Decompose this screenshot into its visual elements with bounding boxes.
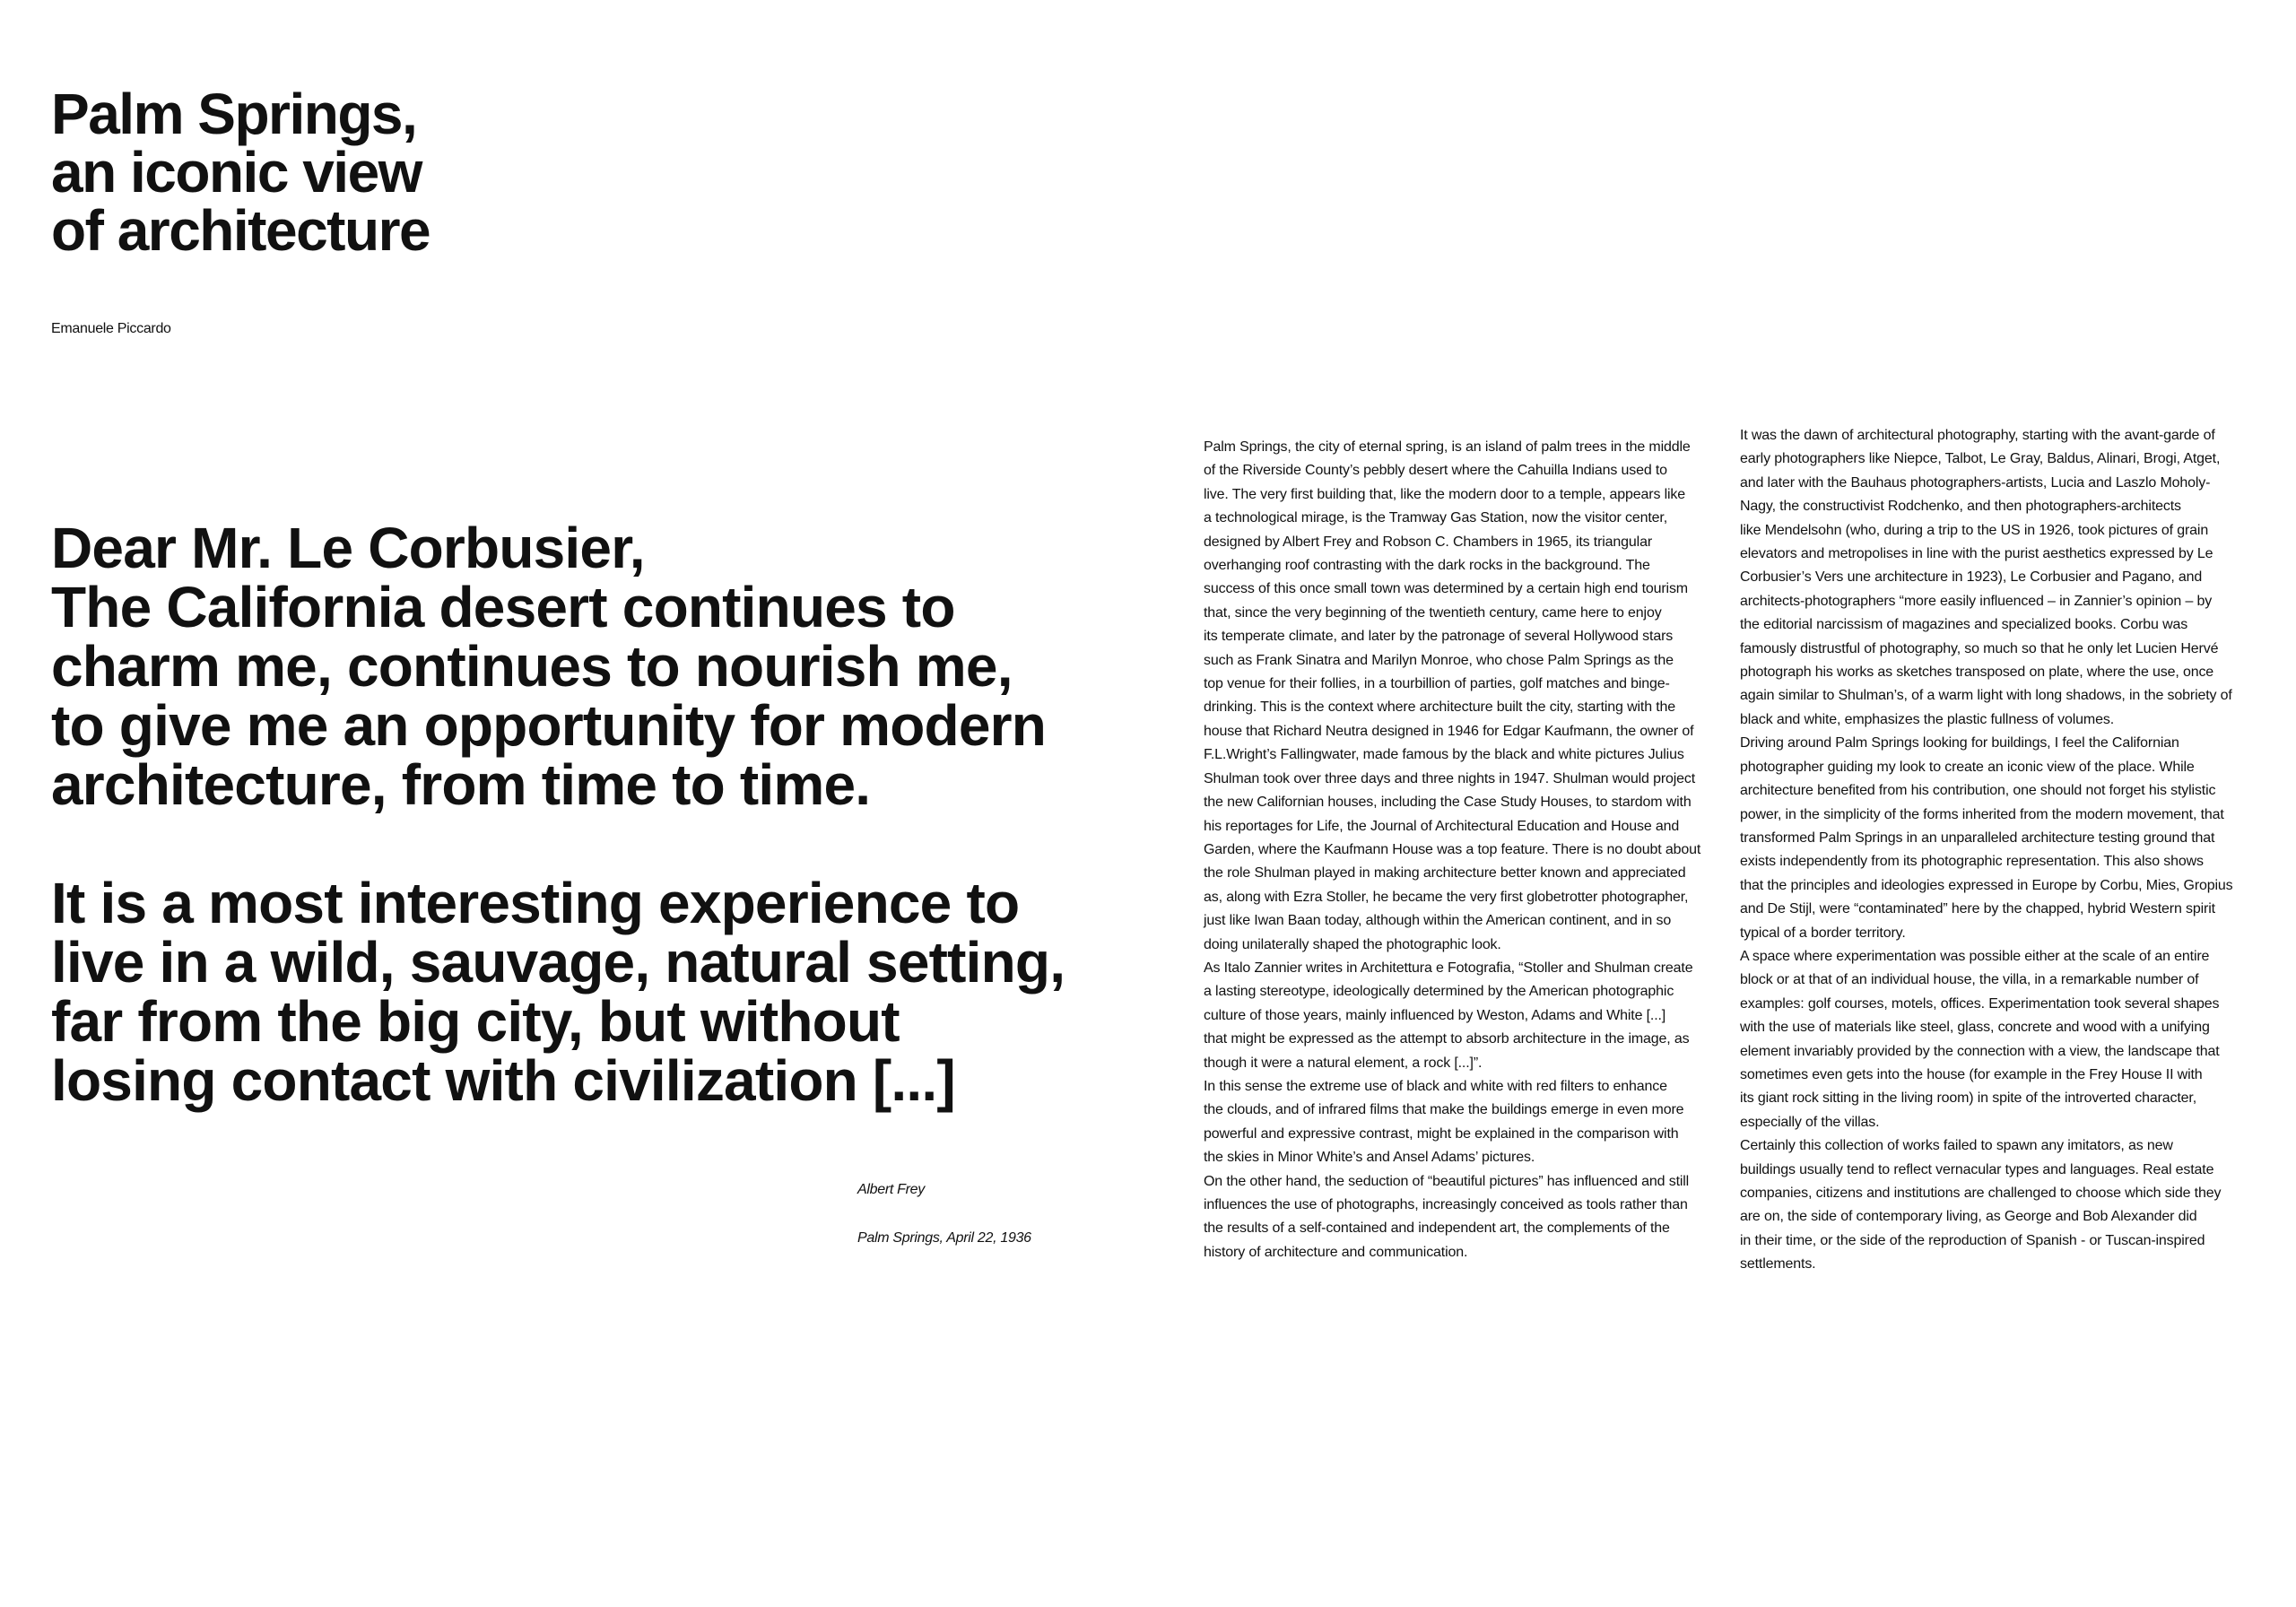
body-text-line: early photographers like Niepce, Talbot, Le Gray, Baldus, Alinari, Brogi, Atget, xyxy=(1740,451,2221,467)
body-text-line: in their time, or the side of the reproduction of Spanish - or Tuscan-inspired xyxy=(1740,1232,2205,1248)
body-text-line: black and white, emphasizes the plastic fullness of volumes. xyxy=(1740,711,2114,727)
body-text-line: culture of those years, mainly influenced by Weston, Adams and White [...] xyxy=(1204,1007,1666,1023)
body-text-line: top venue for their follies, in a tourbillion of parties, golf matches and binge- xyxy=(1204,676,1670,692)
body-text-line: such as Frank Sinatra and Marilyn Monroe, who chose Palm Springs as the xyxy=(1204,652,1674,668)
body-text-line: and later with the Bauhaus photographers-artists, Lucia and Laszlo Moholy- xyxy=(1740,474,2211,491)
body-text-line: Nagy, the constructivist Rodchenko, and then photographers-architects xyxy=(1740,499,2181,515)
quote-signature-name: Albert Frey xyxy=(857,1182,925,1197)
body-text-line: like Mendelsohn (who, during a trip to the US in 1926, took pictures of grain xyxy=(1740,522,2209,538)
body-text-line: his reportages for Life, the Journal of Architectural Education and House and xyxy=(1204,818,1680,834)
author-name: Emanuele Piccardo xyxy=(51,321,171,336)
body-text-line: live. The very first building that, like the modern door to a temple, appears like xyxy=(1204,486,1686,502)
body-text-line: the new Californian houses, including the Case Study Houses, to stardom with xyxy=(1204,795,1692,811)
body-text-line: are on, the side of contemporary living, as George and Bob Alexander did xyxy=(1740,1209,2197,1225)
body-text-line: the results of a self-contained and independent art, the complements of the xyxy=(1204,1220,1670,1237)
quote-paragraph-1 xyxy=(51,516,1181,817)
body-text-line: As Italo Zannier writes in Architettura e Fotografia, “Stoller and Shulman create xyxy=(1204,960,1693,976)
body-text-line: just like Iwan Baan today, although within the American continent, and in so xyxy=(1204,913,1672,929)
body-text-line: Corbusier’s Vers une architecture in 1923), Le Corbusier and Pagano, and xyxy=(1740,569,2203,586)
body-text-line: architects-photographers “more easily influenced – in Zannier’s opinion – by xyxy=(1740,593,2213,609)
body-text-line: typical of a border territory. xyxy=(1740,925,1906,941)
body-text-line: buildings usually tend to reflect vernacular types and languages. Real estate xyxy=(1740,1161,2214,1177)
body-text-line: Garden, where the Kaufmann House was a top feature. There is no doubt about xyxy=(1204,841,1701,857)
body-text-line: In this sense the extreme use of black and white with red filters to enhance xyxy=(1204,1078,1667,1094)
body-text-line: a technological mirage, is the Tramway Gas Station, now the visitor center, xyxy=(1204,510,1668,526)
body-text-line: photograph his works as sketches transposed on plate, where the use, once xyxy=(1740,665,2214,681)
body-text-line: powerful and expressive contrast, might be explained in the comparison with xyxy=(1204,1125,1679,1142)
body-text-line: influences the use of photographs, increasingly conceived as tools rather than xyxy=(1204,1197,1688,1212)
body-text-line: that the principles and ideologies expressed in Europe by Corbu, Mies, Gropius xyxy=(1740,877,2233,893)
quote-line: to give me an opportunity for modern xyxy=(51,693,1047,758)
quote-line: losing contact with civilization [...] xyxy=(51,1048,955,1113)
body-text-line: examples: golf courses, motels, offices. Experimentation took several shapes xyxy=(1740,995,2220,1012)
body-text-line: that might be expressed as the attempt to absorb architecture in the image, as xyxy=(1204,1031,1690,1047)
quote-line: It is a most interesting experience to xyxy=(51,871,1020,935)
body-text-line: drinking. This is the context where architecture built the city, starting with the xyxy=(1204,699,1676,716)
body-text-line: element invariably provided by the connection with a view, the landscape that xyxy=(1740,1043,2220,1059)
body-text-line: power, in the simplicity of the forms inherited from the modern movement, that xyxy=(1740,806,2224,822)
body-text-line: its temperate climate, and later by the patronage of several Hollywood stars xyxy=(1204,629,1674,645)
quote-line: charm me, continues to nourish me, xyxy=(51,634,1013,699)
quote-line: The California desert continues to xyxy=(51,575,955,639)
title-line: of architecture xyxy=(51,197,430,263)
title-line: Palm Springs, xyxy=(51,81,417,146)
body-text-line: overhanging roof contrasting with the dark rocks in the background. The xyxy=(1204,558,1650,574)
body-text-line: F.L.Wright’s Fallingwater, made famous by the black and white pictures Julius xyxy=(1204,747,1684,763)
body-text-line: famously distrustful of photography, so much so that he only let Lucien Hervé xyxy=(1740,640,2219,656)
body-text-line: On the other hand, the seduction of “beautiful pictures” has influenced and still xyxy=(1204,1173,1690,1189)
body-text-line: the editorial narcissism of magazines and specialized books. Corbu was xyxy=(1740,617,2188,633)
body-text-line: Palm Springs, the city of eternal spring, is an island of palm trees in the middle xyxy=(1204,439,1691,455)
body-text-line: Shulman took over three days and three nights in 1947. Shulman would project xyxy=(1204,770,1696,786)
body-text-line: a lasting stereotype, ideologically determined by the American photographic xyxy=(1204,984,1674,1000)
body-text-line: the skies in Minor White’s and Ansel Adams’ pictures. xyxy=(1204,1150,1535,1166)
body-text-line: photographer guiding my look to create an iconic view of the place. While xyxy=(1740,759,2195,775)
body-text-line: settlements. xyxy=(1740,1256,1816,1273)
body-text-line: architecture benefited from his contribution, one should not forget his stylistic xyxy=(1740,783,2216,799)
quote-paragraph-2 xyxy=(51,871,1181,1113)
body-text-line: Driving around Palm Springs looking for buildings, I feel the Californian xyxy=(1740,735,2179,751)
body-text-line: block or at that of an individual house, the villa, in a remarkable number of xyxy=(1740,972,2199,988)
quote-signature-date: Palm Springs, April 22, 1936 xyxy=(857,1230,1031,1246)
body-text-line: sometimes even gets into the house (for example in the Frey House II with xyxy=(1740,1066,2203,1082)
body-column-right xyxy=(1740,424,2269,1277)
body-text-line: the role Shulman played in making architecture better known and appreciated xyxy=(1204,865,1686,882)
title-line: an iconic view xyxy=(51,139,422,204)
body-text-line: elevators and metropolises in line with the purist aesthetics expressed by Le xyxy=(1740,546,2213,562)
body-column-left xyxy=(1204,436,1724,1264)
page-title xyxy=(51,81,858,263)
body-text-line: and De Stijl, were “contaminated” here by the chapped, hybrid Western spirit xyxy=(1740,901,2215,917)
quote-line: live in a wild, sauvage, natural setting, xyxy=(51,930,1065,995)
body-text-line: the clouds, and of infrared films that make the buildings emerge in even more xyxy=(1204,1102,1684,1118)
body-text-line: again similar to Shulman’s, of a warm light with long shadows, in the sobriety of xyxy=(1740,688,2232,704)
quote-line: Dear Mr. Le Corbusier, xyxy=(51,516,645,580)
body-text-line: exists independently from its photographic representation. This also shows xyxy=(1740,854,2204,870)
body-text-line: history of architecture and communication. xyxy=(1204,1244,1468,1260)
body-text-line: success of this once small town was determined by a certain high end tourism xyxy=(1204,581,1688,597)
body-text-line: as, along with Ezra Stoller, he became the very first globetrotter photographer, xyxy=(1204,889,1689,905)
body-text-line: especially of the villas. xyxy=(1740,1114,1880,1130)
body-text-line: its giant rock sitting in the living room) in spite of the introverted character, xyxy=(1740,1090,2196,1107)
body-text-line: doing unilaterally shaped the photographic look. xyxy=(1204,936,1501,952)
quote-line: architecture, from time to time. xyxy=(51,752,871,817)
body-text-line: Certainly this collection of works failed to spawn any imitators, as new xyxy=(1740,1138,2173,1154)
body-text-line: transformed Palm Springs in an unparalleled architecture testing ground that xyxy=(1740,830,2215,846)
body-text-line: of the Riverside County’s pebbly desert where the Cahuilla Indians used to xyxy=(1204,463,1667,479)
body-text-line: companies, citizens and institutions are challenged to choose which side they xyxy=(1740,1186,2222,1201)
epigraph-quote xyxy=(51,516,1181,1113)
body-text-line: house that Richard Neutra designed in 1946 for Edgar Kaufmann, the owner of xyxy=(1204,723,1694,739)
body-text-line: A space where experimentation was possible either at the scale of an entire xyxy=(1740,948,2210,964)
body-text-line: that, since the very beginning of the twentieth century, came here to enjoy xyxy=(1204,604,1662,621)
body-text-line: though it were a natural element, a rock [...]”. xyxy=(1204,1055,1483,1071)
body-text-line: designed by Albert Frey and Robson C. Chambers in 1965, its triangular xyxy=(1204,534,1653,550)
body-text-line: with the use of materials like steel, glass, concrete and wood with a unifying xyxy=(1740,1020,2210,1036)
body-text-line: It was the dawn of architectural photography, starting with the avant-garde of xyxy=(1740,428,2215,443)
quote-line: far from the big city, but without xyxy=(51,989,900,1054)
